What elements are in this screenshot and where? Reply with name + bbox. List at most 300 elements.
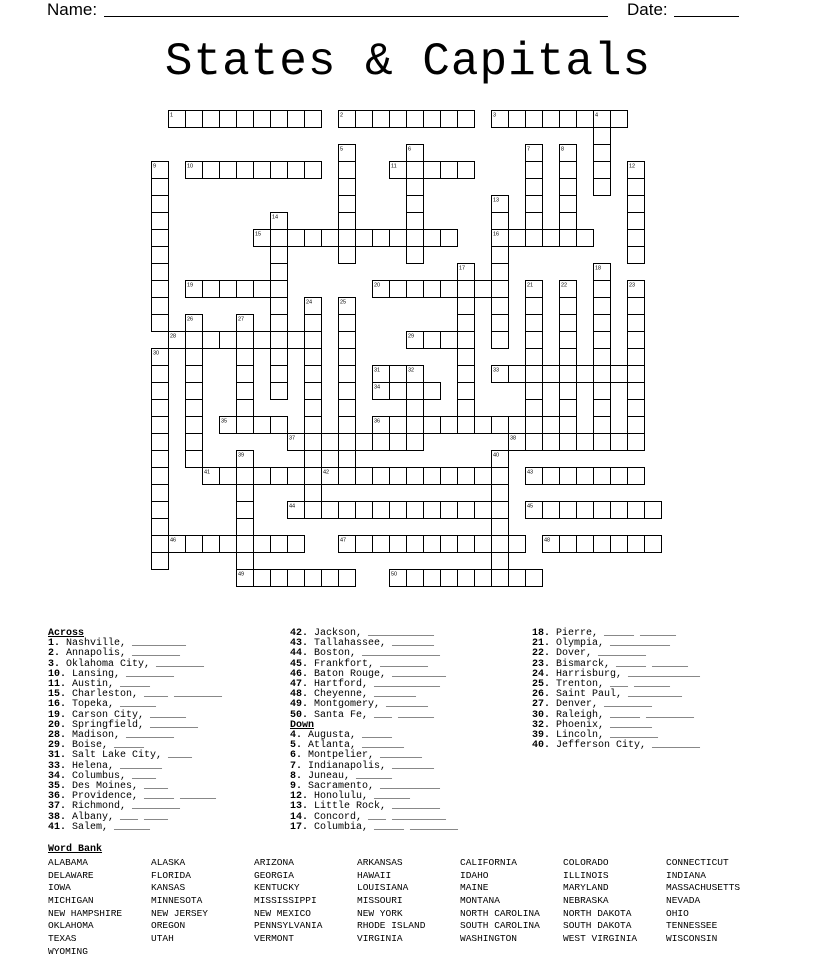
grid-cell[interactable] xyxy=(407,383,424,400)
grid-cell[interactable] xyxy=(152,281,169,298)
grid-cell[interactable] xyxy=(305,434,322,451)
grid-cell[interactable] xyxy=(407,179,424,196)
grid-cell[interactable] xyxy=(339,213,356,230)
grid-cell[interactable] xyxy=(152,417,169,434)
grid-cell[interactable] xyxy=(407,570,424,587)
grid-cell[interactable] xyxy=(577,230,594,247)
grid-cell[interactable] xyxy=(628,298,645,315)
grid-cell[interactable] xyxy=(458,366,475,383)
grid-cell[interactable] xyxy=(594,502,611,519)
grid-cell[interactable] xyxy=(305,417,322,434)
grid-cell[interactable] xyxy=(186,434,203,451)
grid-cell[interactable] xyxy=(271,230,288,247)
grid-cell[interactable] xyxy=(186,536,203,553)
grid-cell[interactable] xyxy=(611,536,628,553)
grid-cell[interactable] xyxy=(407,230,424,247)
grid-cell[interactable] xyxy=(560,417,577,434)
grid-cell[interactable] xyxy=(288,332,305,349)
grid-cell[interactable] xyxy=(492,417,509,434)
grid-cell[interactable] xyxy=(560,502,577,519)
grid-cell[interactable] xyxy=(492,264,509,281)
grid-cell[interactable] xyxy=(475,468,492,485)
grid-cell[interactable] xyxy=(237,383,254,400)
grid-cell[interactable] xyxy=(237,519,254,536)
grid-cell[interactable] xyxy=(628,315,645,332)
grid-cell[interactable] xyxy=(237,332,254,349)
grid-cell[interactable] xyxy=(458,332,475,349)
grid-cell[interactable] xyxy=(203,281,220,298)
grid-cell[interactable] xyxy=(356,111,373,128)
grid-cell[interactable] xyxy=(560,383,577,400)
grid-cell[interactable] xyxy=(203,162,220,179)
grid-cell[interactable] xyxy=(373,434,390,451)
grid-cell[interactable] xyxy=(628,366,645,383)
grid-cell[interactable] xyxy=(543,111,560,128)
grid-cell[interactable] xyxy=(390,536,407,553)
grid-cell[interactable] xyxy=(407,502,424,519)
grid-cell[interactable] xyxy=(305,111,322,128)
grid-cell[interactable] xyxy=(322,434,339,451)
grid-cell[interactable] xyxy=(458,570,475,587)
grid-cell[interactable] xyxy=(271,298,288,315)
grid-cell[interactable] xyxy=(237,162,254,179)
grid-cell[interactable] xyxy=(203,111,220,128)
grid-cell[interactable] xyxy=(577,111,594,128)
grid-cell[interactable] xyxy=(271,315,288,332)
grid-cell[interactable] xyxy=(152,485,169,502)
grid-cell[interactable] xyxy=(543,434,560,451)
grid-cell[interactable] xyxy=(560,162,577,179)
grid-cell[interactable] xyxy=(560,213,577,230)
grid-cell[interactable] xyxy=(492,519,509,536)
grid-cell[interactable] xyxy=(152,179,169,196)
grid-cell[interactable] xyxy=(475,281,492,298)
grid-cell[interactable] xyxy=(475,502,492,519)
grid-cell[interactable] xyxy=(271,332,288,349)
grid-cell[interactable] xyxy=(356,434,373,451)
grid-cell[interactable] xyxy=(509,570,526,587)
grid-cell[interactable] xyxy=(628,417,645,434)
grid-cell[interactable] xyxy=(492,298,509,315)
grid-cell[interactable] xyxy=(237,553,254,570)
grid-cell[interactable] xyxy=(594,468,611,485)
grid-cell[interactable] xyxy=(526,400,543,417)
grid-cell[interactable] xyxy=(407,417,424,434)
grid-cell[interactable] xyxy=(509,417,526,434)
grid-cell[interactable] xyxy=(271,383,288,400)
grid-cell[interactable] xyxy=(390,468,407,485)
grid-cell[interactable] xyxy=(271,349,288,366)
grid-cell[interactable] xyxy=(560,434,577,451)
grid-cell[interactable] xyxy=(526,213,543,230)
grid-cell[interactable] xyxy=(305,230,322,247)
grid-cell[interactable] xyxy=(526,570,543,587)
grid-cell[interactable] xyxy=(628,213,645,230)
grid-cell[interactable] xyxy=(628,400,645,417)
grid-cell[interactable] xyxy=(339,315,356,332)
grid-cell[interactable] xyxy=(407,162,424,179)
grid-cell[interactable] xyxy=(373,230,390,247)
grid-cell[interactable] xyxy=(560,179,577,196)
grid-cell[interactable] xyxy=(339,570,356,587)
grid-cell[interactable] xyxy=(305,468,322,485)
grid-cell[interactable] xyxy=(560,298,577,315)
grid-cell[interactable] xyxy=(594,332,611,349)
grid-cell[interactable] xyxy=(492,536,509,553)
grid-cell[interactable] xyxy=(611,434,628,451)
grid-cell[interactable] xyxy=(237,485,254,502)
grid-cell[interactable] xyxy=(441,502,458,519)
grid-cell[interactable] xyxy=(509,111,526,128)
grid-cell[interactable] xyxy=(254,417,271,434)
grid-cell[interactable] xyxy=(560,230,577,247)
grid-cell[interactable] xyxy=(594,145,611,162)
grid-cell[interactable] xyxy=(458,536,475,553)
grid-cell[interactable] xyxy=(254,162,271,179)
grid-cell[interactable] xyxy=(186,111,203,128)
grid-cell[interactable] xyxy=(339,196,356,213)
grid-cell[interactable] xyxy=(441,281,458,298)
grid-cell[interactable] xyxy=(594,298,611,315)
grid-cell[interactable] xyxy=(152,196,169,213)
grid-cell[interactable] xyxy=(594,400,611,417)
grid-cell[interactable] xyxy=(526,315,543,332)
grid-cell[interactable] xyxy=(458,417,475,434)
grid-cell[interactable] xyxy=(594,434,611,451)
grid-cell[interactable] xyxy=(441,230,458,247)
grid-cell[interactable] xyxy=(356,468,373,485)
grid-cell[interactable] xyxy=(526,230,543,247)
grid-cell[interactable] xyxy=(152,468,169,485)
grid-cell[interactable] xyxy=(560,349,577,366)
grid-cell[interactable] xyxy=(220,162,237,179)
grid-cell[interactable] xyxy=(458,298,475,315)
grid-cell[interactable] xyxy=(492,570,509,587)
grid-cell[interactable] xyxy=(339,366,356,383)
grid-cell[interactable] xyxy=(288,162,305,179)
grid-cell[interactable] xyxy=(305,383,322,400)
grid-cell[interactable] xyxy=(407,468,424,485)
grid-cell[interactable] xyxy=(373,468,390,485)
grid-cell[interactable] xyxy=(203,332,220,349)
grid-cell[interactable] xyxy=(628,536,645,553)
grid-cell[interactable] xyxy=(305,570,322,587)
grid-cell[interactable] xyxy=(237,536,254,553)
grid-cell[interactable] xyxy=(220,536,237,553)
grid-cell[interactable] xyxy=(492,485,509,502)
grid-cell[interactable] xyxy=(628,332,645,349)
grid-cell[interactable] xyxy=(611,502,628,519)
grid-cell[interactable] xyxy=(407,196,424,213)
grid-cell[interactable] xyxy=(305,400,322,417)
grid-cell[interactable] xyxy=(271,417,288,434)
grid-cell[interactable] xyxy=(441,570,458,587)
grid-cell[interactable] xyxy=(305,349,322,366)
grid-cell[interactable] xyxy=(594,417,611,434)
grid-cell[interactable] xyxy=(458,400,475,417)
grid-cell[interactable] xyxy=(390,366,407,383)
grid-cell[interactable] xyxy=(271,536,288,553)
grid-cell[interactable] xyxy=(543,417,560,434)
grid-cell[interactable] xyxy=(390,230,407,247)
grid-cell[interactable] xyxy=(322,502,339,519)
grid-cell[interactable] xyxy=(577,502,594,519)
grid-cell[interactable] xyxy=(203,536,220,553)
grid-cell[interactable] xyxy=(407,247,424,264)
grid-cell[interactable] xyxy=(645,536,662,553)
grid-cell[interactable] xyxy=(458,281,475,298)
grid-cell[interactable] xyxy=(152,536,169,553)
grid-cell[interactable] xyxy=(390,383,407,400)
grid-cell[interactable] xyxy=(424,417,441,434)
grid-cell[interactable] xyxy=(594,383,611,400)
grid-cell[interactable] xyxy=(271,162,288,179)
grid-cell[interactable] xyxy=(237,468,254,485)
grid-cell[interactable] xyxy=(152,400,169,417)
grid-cell[interactable] xyxy=(441,162,458,179)
grid-cell[interactable] xyxy=(186,366,203,383)
grid-cell[interactable] xyxy=(526,298,543,315)
grid-cell[interactable] xyxy=(611,468,628,485)
grid-cell[interactable] xyxy=(220,332,237,349)
grid-cell[interactable] xyxy=(560,468,577,485)
grid-cell[interactable] xyxy=(628,196,645,213)
grid-cell[interactable] xyxy=(271,247,288,264)
grid-cell[interactable] xyxy=(441,417,458,434)
grid-cell[interactable] xyxy=(628,230,645,247)
grid-cell[interactable] xyxy=(407,434,424,451)
grid-cell[interactable] xyxy=(339,400,356,417)
grid-cell[interactable] xyxy=(594,349,611,366)
grid-cell[interactable] xyxy=(628,247,645,264)
grid-cell[interactable] xyxy=(186,349,203,366)
grid-cell[interactable] xyxy=(560,196,577,213)
grid-cell[interactable] xyxy=(543,502,560,519)
grid-cell[interactable] xyxy=(237,281,254,298)
grid-cell[interactable] xyxy=(526,332,543,349)
grid-cell[interactable] xyxy=(458,162,475,179)
grid-cell[interactable] xyxy=(560,111,577,128)
grid-cell[interactable] xyxy=(186,383,203,400)
grid-cell[interactable] xyxy=(594,536,611,553)
grid-cell[interactable] xyxy=(373,111,390,128)
grid-cell[interactable] xyxy=(339,451,356,468)
grid-cell[interactable] xyxy=(254,111,271,128)
grid-cell[interactable] xyxy=(237,111,254,128)
grid-cell[interactable] xyxy=(628,383,645,400)
grid-cell[interactable] xyxy=(441,111,458,128)
grid-cell[interactable] xyxy=(288,570,305,587)
grid-cell[interactable] xyxy=(322,570,339,587)
grid-cell[interactable] xyxy=(594,128,611,145)
grid-cell[interactable] xyxy=(526,434,543,451)
grid-cell[interactable] xyxy=(526,179,543,196)
grid-cell[interactable] xyxy=(237,417,254,434)
grid-cell[interactable] xyxy=(594,162,611,179)
grid-cell[interactable] xyxy=(152,366,169,383)
grid-cell[interactable] xyxy=(390,434,407,451)
grid-cell[interactable] xyxy=(186,332,203,349)
grid-cell[interactable] xyxy=(594,366,611,383)
grid-cell[interactable] xyxy=(305,485,322,502)
grid-cell[interactable] xyxy=(339,434,356,451)
grid-cell[interactable] xyxy=(254,570,271,587)
grid-cell[interactable] xyxy=(152,315,169,332)
grid-cell[interactable] xyxy=(543,468,560,485)
grid-cell[interactable] xyxy=(628,179,645,196)
grid-cell[interactable] xyxy=(271,111,288,128)
grid-cell[interactable] xyxy=(526,417,543,434)
grid-cell[interactable] xyxy=(492,247,509,264)
grid-cell[interactable] xyxy=(339,179,356,196)
grid-cell[interactable] xyxy=(441,536,458,553)
grid-cell[interactable] xyxy=(424,162,441,179)
grid-cell[interactable] xyxy=(492,281,509,298)
grid-cell[interactable] xyxy=(645,502,662,519)
grid-cell[interactable] xyxy=(424,332,441,349)
grid-cell[interactable] xyxy=(186,417,203,434)
grid-cell[interactable] xyxy=(220,111,237,128)
grid-cell[interactable] xyxy=(271,570,288,587)
grid-cell[interactable] xyxy=(271,281,288,298)
grid-cell[interactable] xyxy=(152,230,169,247)
grid-cell[interactable] xyxy=(475,417,492,434)
grid-cell[interactable] xyxy=(339,332,356,349)
grid-cell[interactable] xyxy=(254,281,271,298)
grid-cell[interactable] xyxy=(526,366,543,383)
grid-cell[interactable] xyxy=(254,468,271,485)
grid-cell[interactable] xyxy=(152,247,169,264)
grid-cell[interactable] xyxy=(509,536,526,553)
grid-cell[interactable] xyxy=(526,162,543,179)
grid-cell[interactable] xyxy=(390,417,407,434)
grid-cell[interactable] xyxy=(526,383,543,400)
grid-cell[interactable] xyxy=(356,230,373,247)
grid-cell[interactable] xyxy=(492,468,509,485)
grid-cell[interactable] xyxy=(254,332,271,349)
grid-cell[interactable] xyxy=(152,213,169,230)
grid-cell[interactable] xyxy=(373,502,390,519)
grid-cell[interactable] xyxy=(237,349,254,366)
grid-cell[interactable] xyxy=(424,570,441,587)
grid-cell[interactable] xyxy=(288,468,305,485)
grid-cell[interactable] xyxy=(339,383,356,400)
grid-cell[interactable] xyxy=(543,230,560,247)
grid-cell[interactable] xyxy=(407,536,424,553)
grid-cell[interactable] xyxy=(237,502,254,519)
grid-cell[interactable] xyxy=(407,213,424,230)
grid-cell[interactable] xyxy=(441,468,458,485)
grid-cell[interactable] xyxy=(611,366,628,383)
grid-cell[interactable] xyxy=(305,451,322,468)
grid-cell[interactable] xyxy=(526,349,543,366)
grid-cell[interactable] xyxy=(339,247,356,264)
grid-cell[interactable] xyxy=(254,536,271,553)
grid-cell[interactable] xyxy=(305,366,322,383)
grid-cell[interactable] xyxy=(509,230,526,247)
grid-cell[interactable] xyxy=(475,570,492,587)
grid-cell[interactable] xyxy=(305,332,322,349)
grid-cell[interactable] xyxy=(237,400,254,417)
grid-cell[interactable] xyxy=(560,332,577,349)
grid-cell[interactable] xyxy=(339,162,356,179)
grid-cell[interactable] xyxy=(339,230,356,247)
grid-cell[interactable] xyxy=(560,536,577,553)
grid-cell[interactable] xyxy=(509,366,526,383)
grid-cell[interactable] xyxy=(390,111,407,128)
grid-cell[interactable] xyxy=(577,434,594,451)
grid-cell[interactable] xyxy=(322,230,339,247)
grid-cell[interactable] xyxy=(424,468,441,485)
grid-cell[interactable] xyxy=(560,315,577,332)
grid-cell[interactable] xyxy=(373,536,390,553)
grid-cell[interactable] xyxy=(152,383,169,400)
grid-cell[interactable] xyxy=(152,264,169,281)
grid-cell[interactable] xyxy=(390,502,407,519)
grid-cell[interactable] xyxy=(458,502,475,519)
grid-cell[interactable] xyxy=(288,230,305,247)
grid-cell[interactable] xyxy=(186,451,203,468)
grid-cell[interactable] xyxy=(424,536,441,553)
grid-cell[interactable] xyxy=(220,468,237,485)
grid-cell[interactable] xyxy=(492,315,509,332)
grid-cell[interactable] xyxy=(356,502,373,519)
grid-cell[interactable] xyxy=(492,553,509,570)
grid-cell[interactable] xyxy=(356,536,373,553)
grid-cell[interactable] xyxy=(152,434,169,451)
grid-cell[interactable] xyxy=(577,366,594,383)
grid-cell[interactable] xyxy=(288,536,305,553)
grid-cell[interactable] xyxy=(560,400,577,417)
grid-cell[interactable] xyxy=(594,281,611,298)
grid-cell[interactable] xyxy=(152,502,169,519)
grid-cell[interactable] xyxy=(424,383,441,400)
grid-cell[interactable] xyxy=(594,179,611,196)
grid-cell[interactable] xyxy=(339,468,356,485)
grid-cell[interactable] xyxy=(458,111,475,128)
grid-cell[interactable] xyxy=(560,366,577,383)
grid-cell[interactable] xyxy=(577,536,594,553)
grid-cell[interactable] xyxy=(407,111,424,128)
grid-cell[interactable] xyxy=(407,400,424,417)
grid-cell[interactable] xyxy=(424,502,441,519)
grid-cell[interactable] xyxy=(237,366,254,383)
grid-cell[interactable] xyxy=(288,111,305,128)
grid-cell[interactable] xyxy=(424,111,441,128)
grid-cell[interactable] xyxy=(186,400,203,417)
grid-cell[interactable] xyxy=(628,434,645,451)
grid-cell[interactable] xyxy=(305,315,322,332)
grid-cell[interactable] xyxy=(424,230,441,247)
grid-cell[interactable] xyxy=(152,451,169,468)
grid-cell[interactable] xyxy=(339,349,356,366)
grid-cell[interactable] xyxy=(424,281,441,298)
grid-cell[interactable] xyxy=(220,281,237,298)
grid-cell[interactable] xyxy=(611,111,628,128)
grid-cell[interactable] xyxy=(271,264,288,281)
grid-cell[interactable] xyxy=(271,468,288,485)
grid-cell[interactable] xyxy=(628,349,645,366)
grid-cell[interactable] xyxy=(526,111,543,128)
grid-cell[interactable] xyxy=(475,536,492,553)
grid-cell[interactable] xyxy=(152,298,169,315)
grid-cell[interactable] xyxy=(628,468,645,485)
grid-cell[interactable] xyxy=(594,315,611,332)
grid-cell[interactable] xyxy=(271,366,288,383)
grid-cell[interactable] xyxy=(305,502,322,519)
grid-cell[interactable] xyxy=(458,349,475,366)
grid-cell[interactable] xyxy=(577,468,594,485)
